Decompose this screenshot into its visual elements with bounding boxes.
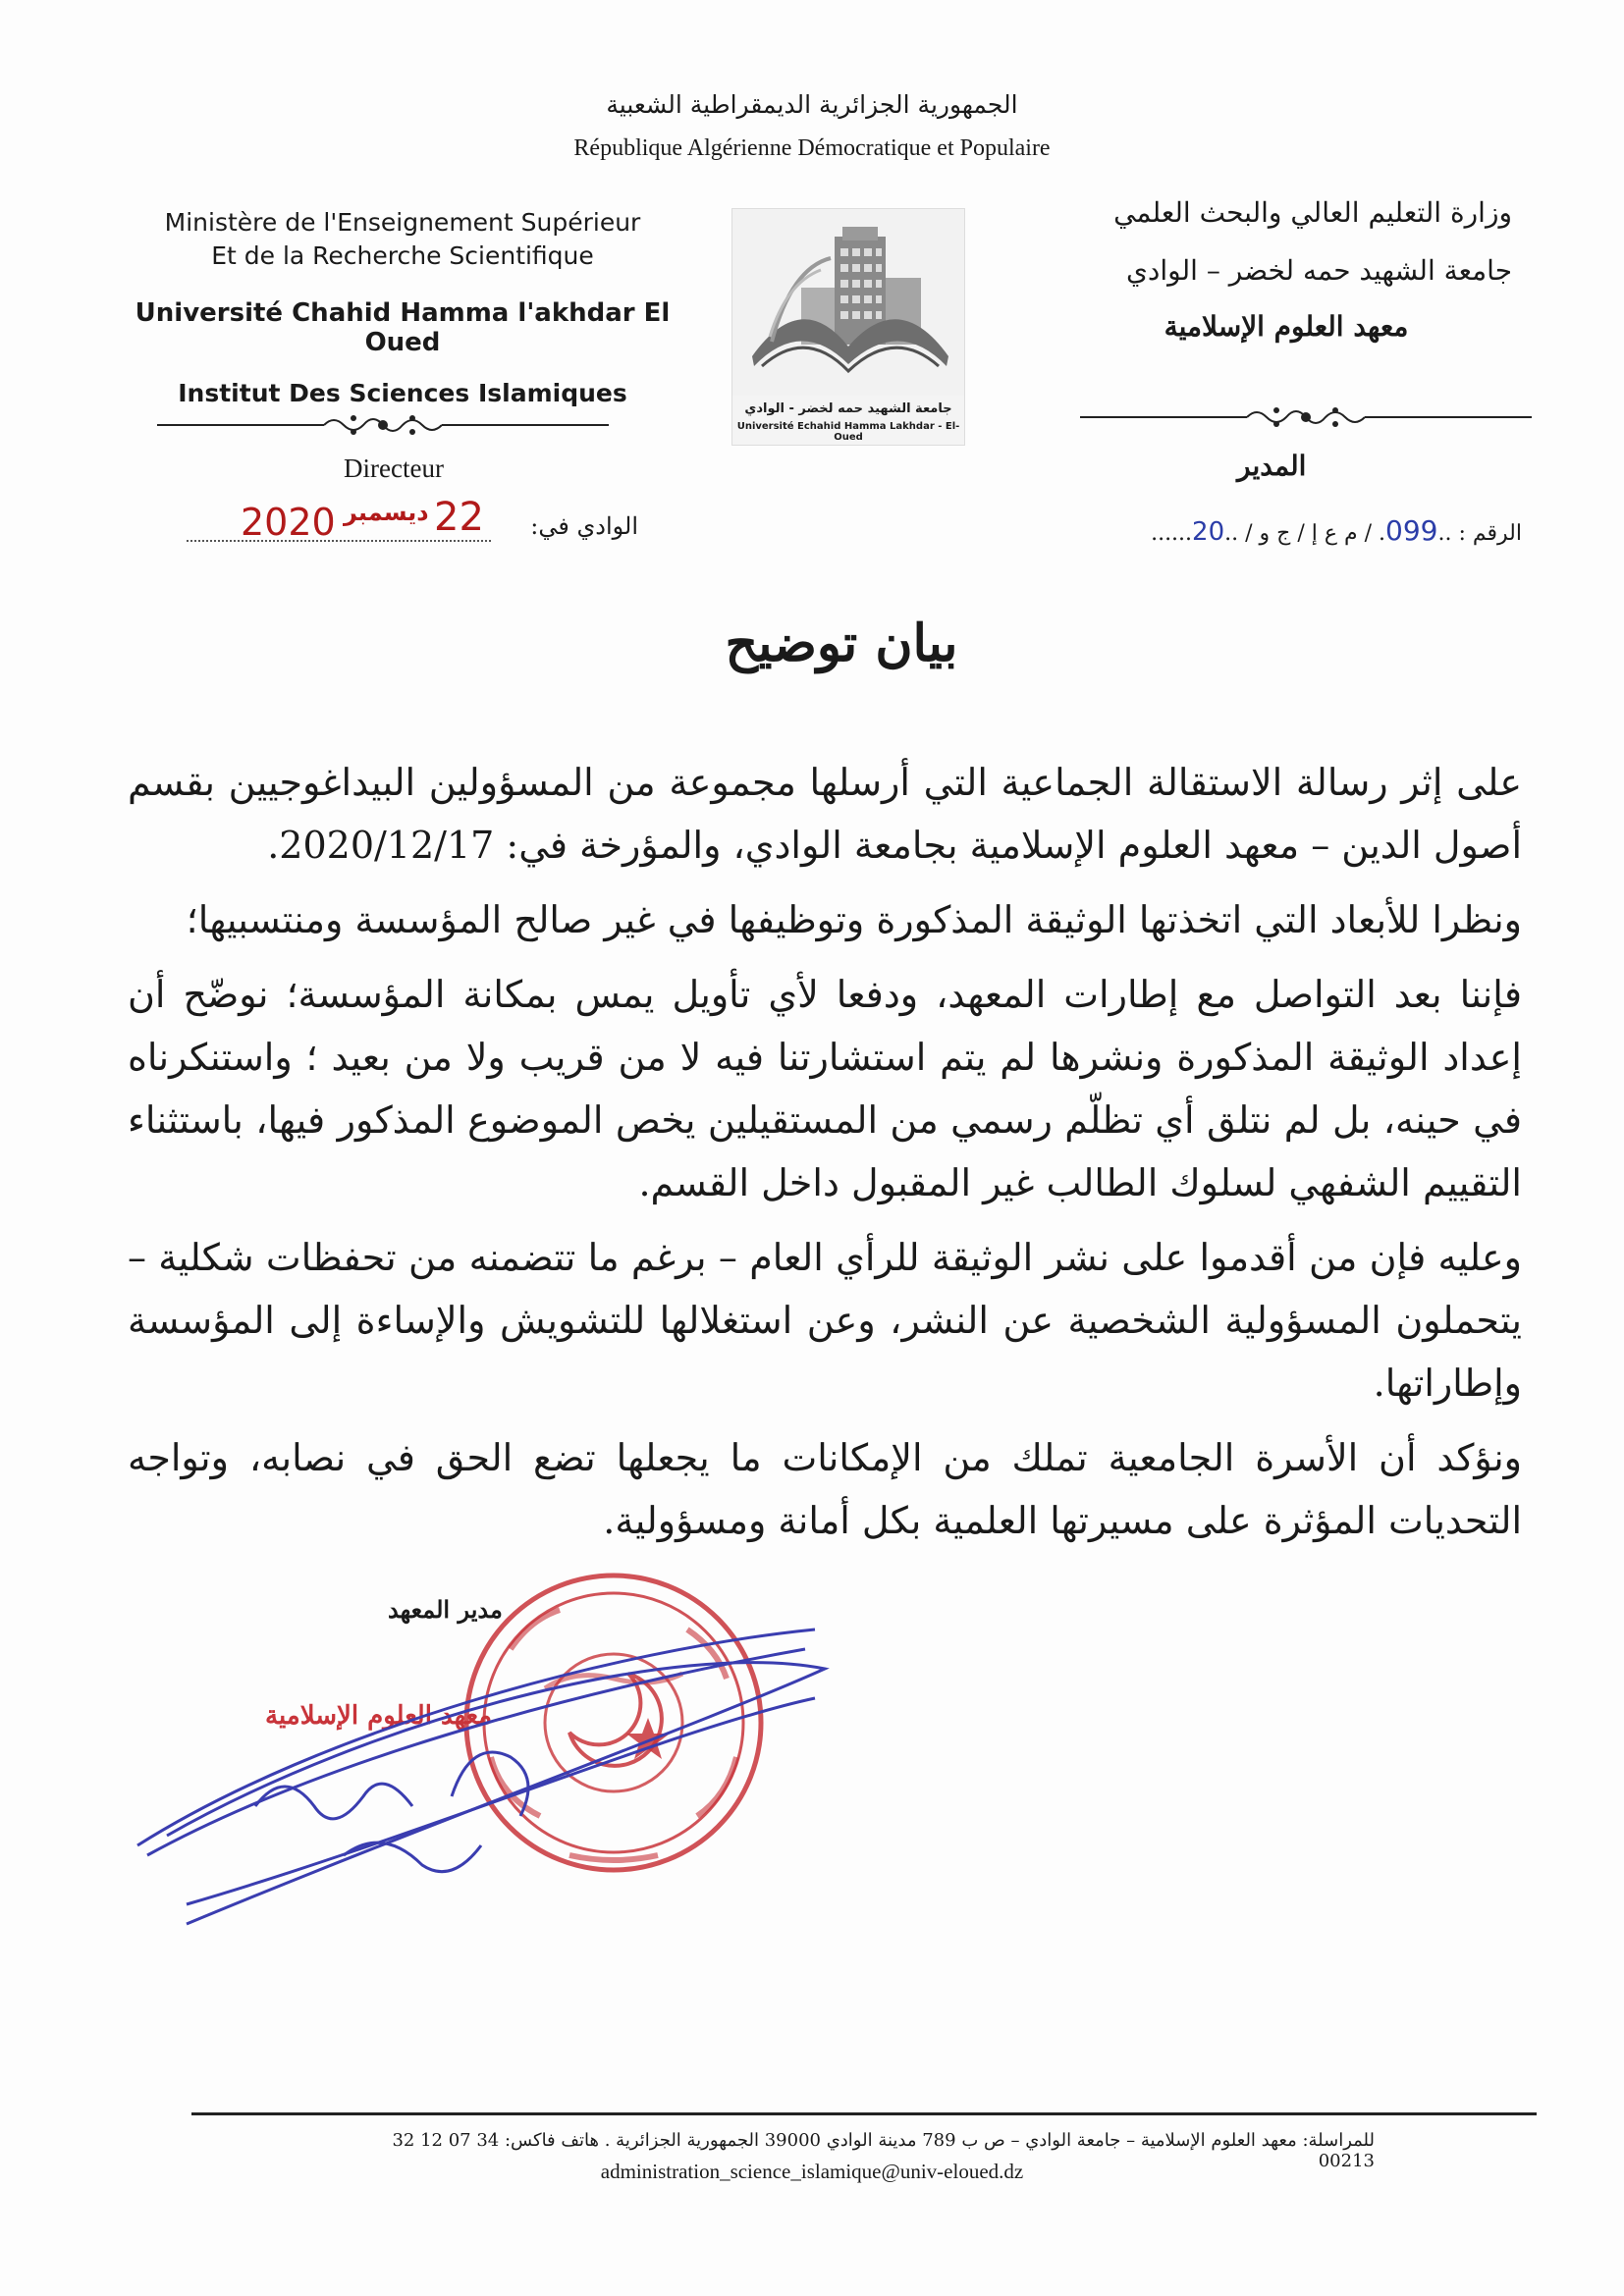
- date-day: 22: [434, 495, 484, 540]
- letterhead-arabic: [1021, 196, 1512, 343]
- date-dotted-line: [187, 540, 491, 542]
- left-ornament-divider: [157, 410, 609, 440]
- document-title: بيان توضيح: [725, 614, 958, 673]
- right-ornament-divider: [1080, 402, 1532, 432]
- ministry-line-1: Ministère de l'Enseignement Supérieur: [164, 208, 641, 237]
- date-line: [187, 495, 638, 548]
- date-year: 2020: [241, 501, 336, 544]
- republic-french: République Algérienne Démocratique et Populaire: [573, 135, 1051, 161]
- footer-divider: [191, 2112, 1537, 2115]
- reference-number: 099: [1385, 514, 1438, 547]
- footer-address: للمراسلة: معهد العلوم الإسلامية – جامعة الوادي – ص ب 789 مدينة الوادي 39000 الجمهورية الجزائرية . هاتف فاكس: 34 07 12 32 00213: [392, 2130, 1375, 2171]
- ministry-arabic: وزارة التعليم العالي والبحث العلمي: [1113, 196, 1512, 229]
- ministry-line-2: Et de la Recherche Scientifique: [211, 241, 594, 270]
- republic-arabic: الجمهورية الجزائرية الديمقراطية الشعبية: [606, 90, 1018, 119]
- footer-email: administration_science_islamique@univ-eloued.dz: [600, 2160, 1024, 2183]
- logo-caption-arabic: جامعة الشهيد حمه لخضر - الوادي: [744, 401, 952, 416]
- logo-graphic: [732, 209, 964, 396]
- reference-line: [1090, 508, 1522, 548]
- body-paragraph-4: وعليه فإن من أقدموا على نشر الوثيقة للرأي العام – برغم ما تتضمنه من تحفظات شكلية – يتحملون المسؤولية الشخصية عن النشر، وعن استغلالها للتشويش والإساءة إلى المؤسسة وإطاراتها.: [128, 1236, 1522, 1405]
- university-name-arabic: جامعة الشهيد حمه لخضر – الوادي: [1126, 254, 1512, 287]
- reference-code: / م ع إ / ج و /: [1245, 521, 1373, 546]
- letterhead-french: [118, 206, 687, 407]
- body-paragraph-5: ونؤكد أن الأسرة الجامعية تملك من الإمكانات ما يجعلها تضع الحق في نصابه، وتواجه التحديات المؤثرة على مسيرتها العلمية بكل أمانة ومسؤولية.: [128, 1436, 1522, 1542]
- university-name-fr: Université Chahid Hamma l'akhdar El Oued: [135, 298, 671, 357]
- institute-name-fr: Institut Des Sciences Islamiques: [178, 379, 627, 407]
- date-month: ديسمبر: [344, 499, 429, 526]
- body-paragraph-1: على إثر رسالة الاستقالة الجماعية التي أرسلها مجموعة من المسؤولين البيداغوجيين بقسم أصول الدين – معهد العلوم الإسلامية بجامعة الوادي، والمؤرخة في: 2020/12/17.: [128, 761, 1522, 867]
- reference-year: 20: [1192, 517, 1225, 547]
- body-paragraph-3: فإننا بعد التواصل مع إطارات المعهد، ودفعا لأي تأويل يمس بمكانة المؤسسة؛ نوضّح أن إعداد الوثيقة المذكورة ونشرها لم يتم استشارتنا فيه لا من قريب ولا من بعيد ؛ واستنكرناه في حينه، بل لم نتلق أي تظلّم رسمي من المستقيلين يخص الموضوع المذكور فيها، باستثناء التقييم الشفهي لسلوك الطالب غير المقبول داخل القسم.: [128, 973, 1522, 1204]
- director-label-ar: المدير: [1237, 450, 1307, 482]
- signature-department: معهد العلوم الإسلامية: [265, 1701, 493, 1731]
- handwritten-signature: [128, 1610, 835, 1934]
- logo-caption-french: Université Echahid Hamma Lakhdar - El-Oued: [736, 421, 960, 443]
- body-paragraph-2: ونظرا للأبعاد التي اتخذتها الوثيقة المذكورة وتوظيفها في غير صالح المؤسسة ومنتسبيها؛: [186, 898, 1522, 941]
- institute-name-arabic: معهد العلوم الإسلامية: [1164, 310, 1409, 343]
- director-label-fr: Directeur: [344, 454, 444, 483]
- signature-title: مدير المعهد: [388, 1595, 503, 1624]
- university-logo: [731, 208, 965, 446]
- reference-label: الرقم :: [1458, 521, 1522, 546]
- reference-text: الرقم : ..099. / م ع إ / ج و / ..20......: [1151, 514, 1522, 547]
- document-body: [128, 751, 1522, 1564]
- date-label: الوادي في:: [530, 512, 638, 540]
